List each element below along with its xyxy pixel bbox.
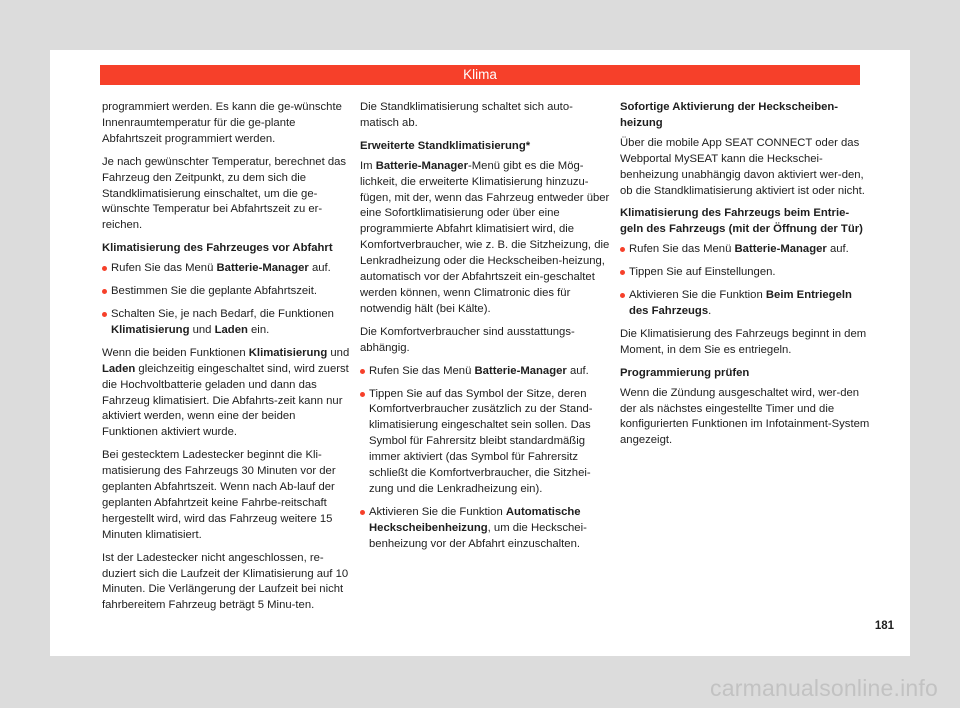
column-left bbox=[102, 100, 352, 621]
page-number: 181 bbox=[874, 620, 894, 632]
paragraph: Wenn die beiden Funktionen Klimatisierung und Laden gleichzeitig eingeschaltet sind, wird zuerst die Hochvoltbatterie geladen und dann das Fahrzeug klimatisiert. Die Abfahrts-zeit kann nur aktiviert werden, wenn eine der beiden Funktionen aktiviert wurde. bbox=[102, 346, 350, 439]
paragraph: Die Komfortverbraucher sind ausstattungs-abhängig. bbox=[360, 325, 575, 354]
list-item: Aktivieren Sie die Funktion Automatische Heckscheibenheizung, um die Heckschei-benheizung vor der Abfahrt einzuschalten. bbox=[360, 505, 610, 553]
list-item: Schalten Sie, je nach Bedarf, die Funktionen Klimatisierung und Laden ein. bbox=[102, 307, 352, 339]
paragraph: Wenn die Zündung ausgeschaltet wird, wer-den der als nächstes eingestellte Timer und die konfigurierten Funktionen im Infotainment-System angezeigt. bbox=[620, 386, 870, 447]
paragraph: Über die mobile App SEAT CONNECT oder das Webportal MySEAT kann die Heckschei-benheizung unabhängig davon aktiviert wer-den, ob die Standklimatisierung aktiviert ist oder nicht. bbox=[620, 136, 865, 197]
section-heading: Erweiterte Standklimatisierung* bbox=[360, 139, 531, 152]
section-heading: Programmierung prüfen bbox=[620, 366, 750, 379]
paragraph: Die Standklimatisierung schaltet sich auto-matisch ab. bbox=[360, 101, 573, 129]
paragraph: Bei gestecktem Ladestecker beginnt die Kli-matisierung des Fahrzeugs 30 Minuten vor der geplanten Abfahrtszeit. Wenn nach Ab-lauf der geplanten Abfahrtzeit keine Fahrbe-reitschaft hergestellt wird, wird das Fahrzeug weitere 15 Minuten klimatisiert. bbox=[102, 449, 336, 541]
paragraph: Im Batterie-Manager-Menü gibt es die Mög-lichkeit, die erweiterte Klimatisierung hinzuzu-fügen, mit der, wenn das Fahrzeug entweder über eine Sofortklimatisierung oder über eine programmierte Abfahrt klimatisiert wird, die Komfortverbraucher, wie z. B. die Sitzheizung, die Lenkradheizung oder die Heckscheiben-heizung, automatisch vor der Abfahrtszeit ein-geschaltet werden können, wenn Climatronic dies für notwendig hält (bei Kälte). bbox=[360, 159, 610, 315]
section-heading: Klimatisierung des Fahrzeugs beim Entrie-geln des Fahrzeugs (mit der Öffnung der Tür) bbox=[620, 207, 863, 236]
column-middle bbox=[360, 100, 610, 560]
section-header: Klima bbox=[100, 65, 860, 85]
list-item: Aktivieren Sie die Funktion Beim Entriegeln des Fahrzeugs. bbox=[620, 288, 870, 320]
paragraph: Die Klimatisierung des Fahrzeugs beginnt in dem Moment, in dem Sie es entriegeln. bbox=[620, 327, 867, 356]
watermark-logo: carmanualsonline.info bbox=[710, 675, 938, 701]
list-item: Tippen Sie auf Einstellungen. bbox=[620, 265, 870, 281]
list-item: Rufen Sie das Menü Batterie-Manager auf. bbox=[620, 242, 870, 258]
manual-page bbox=[50, 50, 910, 656]
list-item: Rufen Sie das Menü Batterie-Manager auf. bbox=[102, 261, 352, 277]
section-heading: Sofortige Aktivierung der Heckscheiben-heizung bbox=[620, 101, 839, 129]
list-item: Bestimmen Sie die geplante Abfahrtszeit. bbox=[102, 284, 352, 300]
column-right bbox=[620, 100, 870, 456]
paragraph: Ist der Ladestecker nicht angeschlossen, re-duziert sich die Laufzeit der Klimatisierung auf 10 Minuten. Die Verlängerung der Laufzeit bei nicht fahrbereitem Fahrzeug beträgt 5 Minu-ten. bbox=[102, 551, 349, 612]
list-item: Rufen Sie das Menü Batterie-Manager auf. bbox=[360, 364, 610, 380]
list-item: Tippen Sie auf das Symbol der Sitze, deren Komfortverbraucher zusätzlich zu der Stand-klimatisierung eingeschaltet sein sollen. Das Symbol für Fahrersitz bleibt standardmäßig immer aktiviert (das Symbol für Fahrersitz schließt die Komfortverbraucher, die Sitzhei-zung und die Lenkradheizung ein). bbox=[360, 387, 610, 498]
section-heading: Klimatisierung des Fahrzeuges vor Abfahrt bbox=[102, 242, 333, 255]
paragraph: Je nach gewünschter Temperatur, berechnet das Fahrzeug den Zeitpunkt, zu dem sich die Standklimatisierung einschaltet, um die ge-wünschte Temperatur bei Abfahrtszeit zu er-reichen. bbox=[102, 155, 347, 232]
paragraph: programmiert werden. Es kann die ge-wünschte Innenraumtemperatur für die ge-plante Abfahrtszeit programmiert werden. bbox=[102, 101, 342, 145]
